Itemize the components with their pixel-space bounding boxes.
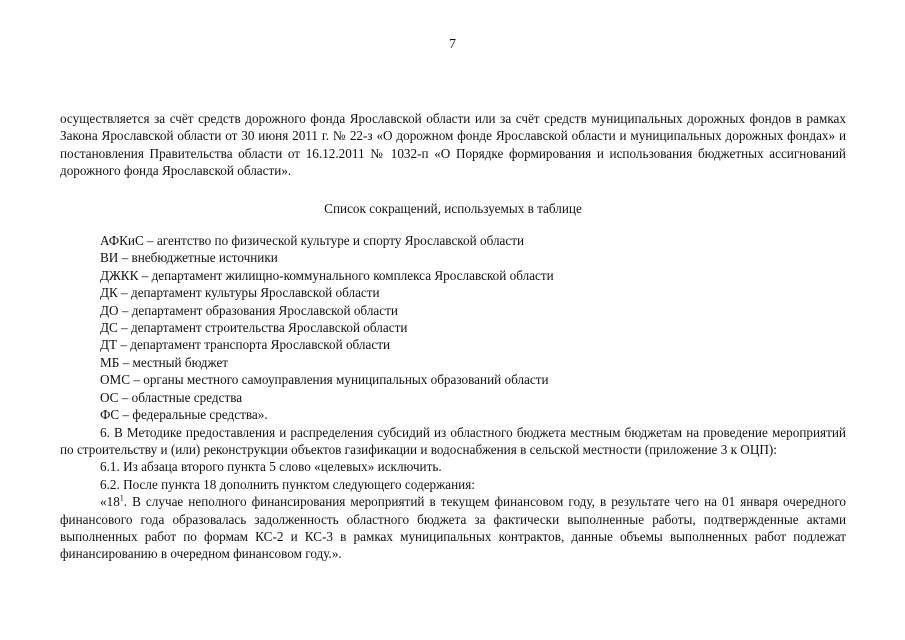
abbreviation-item: ФС – федеральные средства».	[100, 407, 268, 423]
point-18-prefix: «18	[100, 494, 120, 510]
point-18-1-paragraph	[60, 493, 846, 563]
point-18-superscript: 1	[119, 493, 124, 503]
abbreviation-item: АФКиС – агентство по физической культуре и спорту Ярославской области	[100, 233, 525, 249]
document-body	[60, 110, 846, 563]
point-18-text: . В случае неполного финансирования мероприятий в текущем финансовом году, в результате чего на 01 января очередного финансового года образовалась задолженность областного бюджета за фактически выполненные работы, подтвержденные актами выполненных работ по формам КС-2 и КС-3 в рамках муниципальных контрактов, данные объемы выполненных работ подлежат финансированию в очередном финансовом году.».	[60, 494, 846, 562]
abbreviations-list	[60, 232, 846, 423]
abbreviation-item: ОМС – органы местного самоуправления муниципальных образований области	[100, 372, 549, 388]
abbreviation-item: ДТ – департамент транспорта Ярославской области	[100, 337, 391, 353]
intro-paragraph: осуществляется за счёт средств дорожного фонда Ярославской области или за счёт средств муниципальных дорожных фондов в рамках Закона Ярославской области от 30 июня 2011 г. № 22-з «О дорожном фонде Ярославской области и муниципальных дорожных фондах» и постановления Правительства области от 16.12.2011 № 1032-п «О Порядке формирования и использования бюджетных ассигнований дорожного фонда Ярославской области».	[60, 111, 846, 179]
abbreviation-item: ДО – департамент образования Ярославской области	[100, 302, 398, 318]
abbreviation-item: ДЖКК – департамент жилищно-коммунального комплекса Ярославской области	[100, 267, 554, 283]
abbreviation-item: ДК – департамент культуры Ярославской области	[100, 285, 380, 301]
abbreviation-item: МБ – местный бюджет	[100, 354, 229, 370]
abbreviation-item: ДС – департамент строительства Ярославской области	[100, 320, 408, 336]
item-6-1-paragraph: 6.1. Из абзаца второго пункта 5 слово «целевых» исключить.	[100, 459, 442, 475]
page-number: 7	[449, 37, 456, 52]
item-6-paragraph: 6. В Методике предоставления и распределения субсидий из областного бюджета местным бюджетам на проведение мероприятий по строительству и (или) реконструкции объектов газификации и водоснабжения в сельской местности (приложение 3 к ОЦП):	[60, 424, 846, 457]
abbreviation-item: ОС – областные средства	[100, 389, 243, 405]
abbreviations-heading: Список сокращений, используемых в таблице	[324, 200, 582, 216]
abbreviation-item: ВИ – внебюджетные источники	[100, 250, 278, 266]
item-6-2-paragraph: 6.2. После пункта 18 дополнить пунктом следующего содержания:	[100, 476, 475, 492]
